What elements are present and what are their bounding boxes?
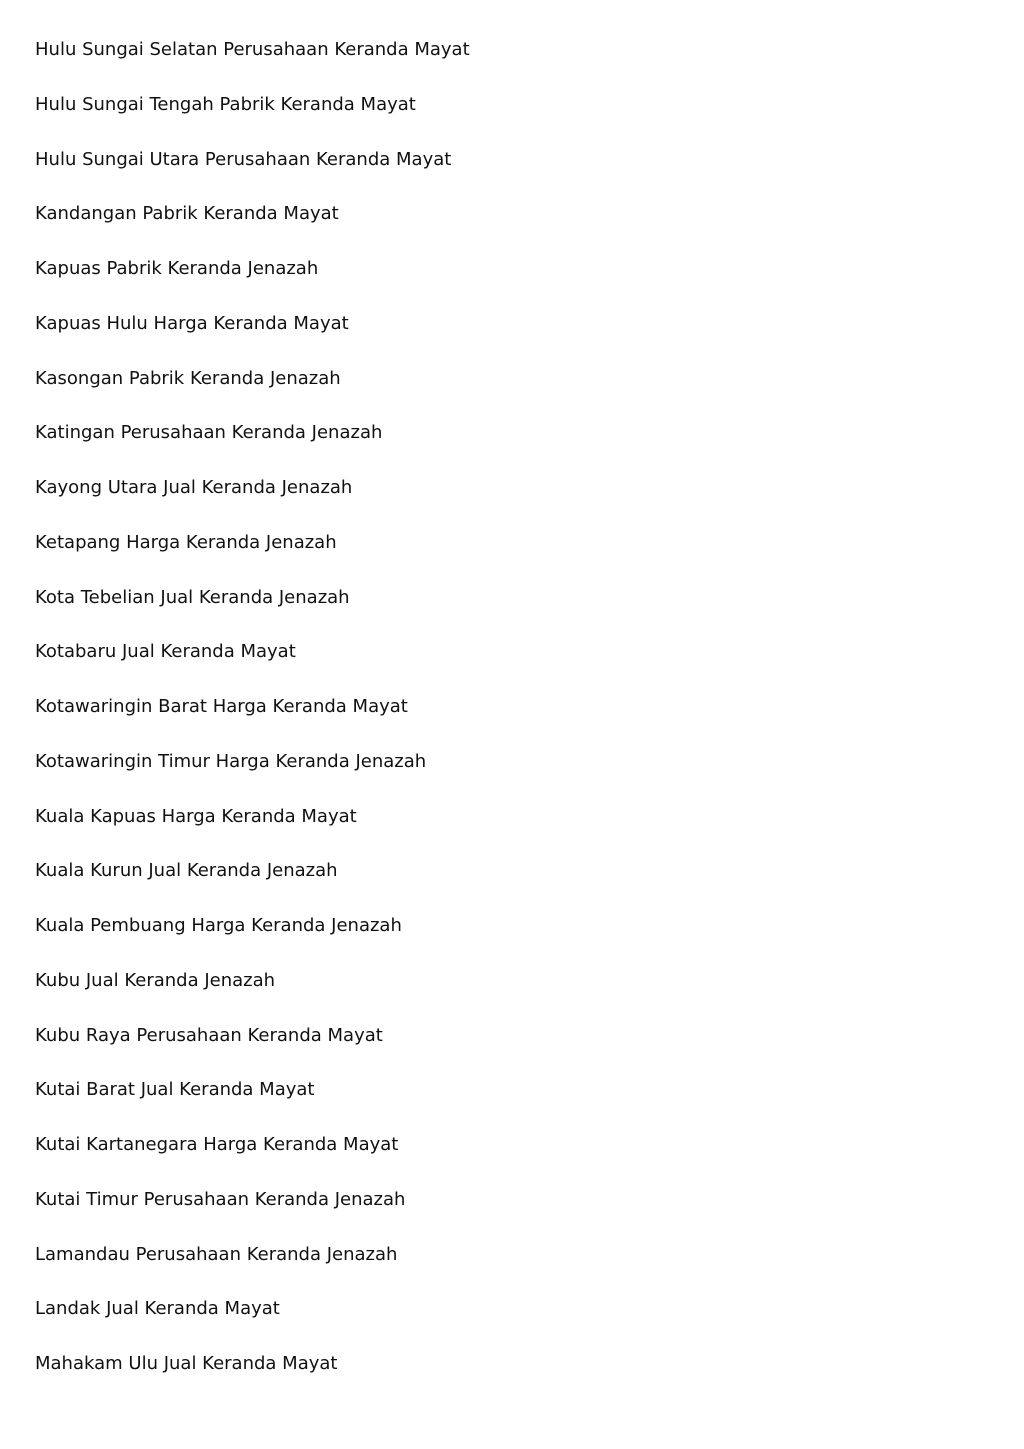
list-item: Kota Tebelian Jual Keranda Jenazah xyxy=(35,586,350,608)
list-item: Katingan Perusahaan Keranda Jenazah xyxy=(35,422,383,444)
list-item: Kutai Barat Jual Keranda Mayat xyxy=(35,1079,315,1101)
list-item: Kandangan Pabrik Keranda Mayat xyxy=(35,203,339,225)
list-item: Hulu Sungai Selatan Perusahaan Keranda Mayat xyxy=(35,39,470,60)
list-item: Kutai Timur Perusahaan Keranda Jenazah xyxy=(35,1188,406,1210)
list-item: Kasongan Pabrik Keranda Jenazah xyxy=(35,367,341,389)
list-item: Landak Jual Keranda Mayat xyxy=(35,1298,280,1320)
list-item: Kuala Kapuas Harga Keranda Mayat xyxy=(35,805,357,827)
list-item: Kotawaringin Barat Harga Keranda Mayat xyxy=(35,696,408,717)
list-item: Hulu Sungai Tengah Pabrik Keranda Mayat xyxy=(35,93,416,115)
list-item: Kubu Jual Keranda Jenazah xyxy=(35,969,276,991)
list-item: Kotawaringin Timur Harga Keranda Jenazah xyxy=(35,750,427,772)
list-item: Kapuas Pabrik Keranda Jenazah xyxy=(35,258,319,279)
list-item: Kotabaru Jual Keranda Mayat xyxy=(35,641,296,663)
list-item: Hulu Sungai Utara Perusahaan Keranda Mayat xyxy=(35,148,452,170)
list-item: Ketapang Harga Keranda Jenazah xyxy=(35,531,337,553)
list-item: Kuala Kurun Jual Keranda Jenazah xyxy=(35,860,338,882)
list-item: Mahakam Ulu Jual Keranda Mayat xyxy=(35,1353,338,1374)
list-item: Lamandau Perusahaan Keranda Jenazah xyxy=(35,1243,398,1265)
list-item: Kuala Pembuang Harga Keranda Jenazah xyxy=(35,915,402,936)
list-item: Kayong Utara Jual Keranda Jenazah xyxy=(35,477,353,498)
list-item: Kubu Raya Perusahaan Keranda Mayat xyxy=(35,1024,383,1046)
list-item: Kapuas Hulu Harga Keranda Mayat xyxy=(35,312,349,334)
list-item: Kutai Kartanegara Harga Keranda Mayat xyxy=(35,1134,399,1155)
text-list xyxy=(35,36,470,1405)
